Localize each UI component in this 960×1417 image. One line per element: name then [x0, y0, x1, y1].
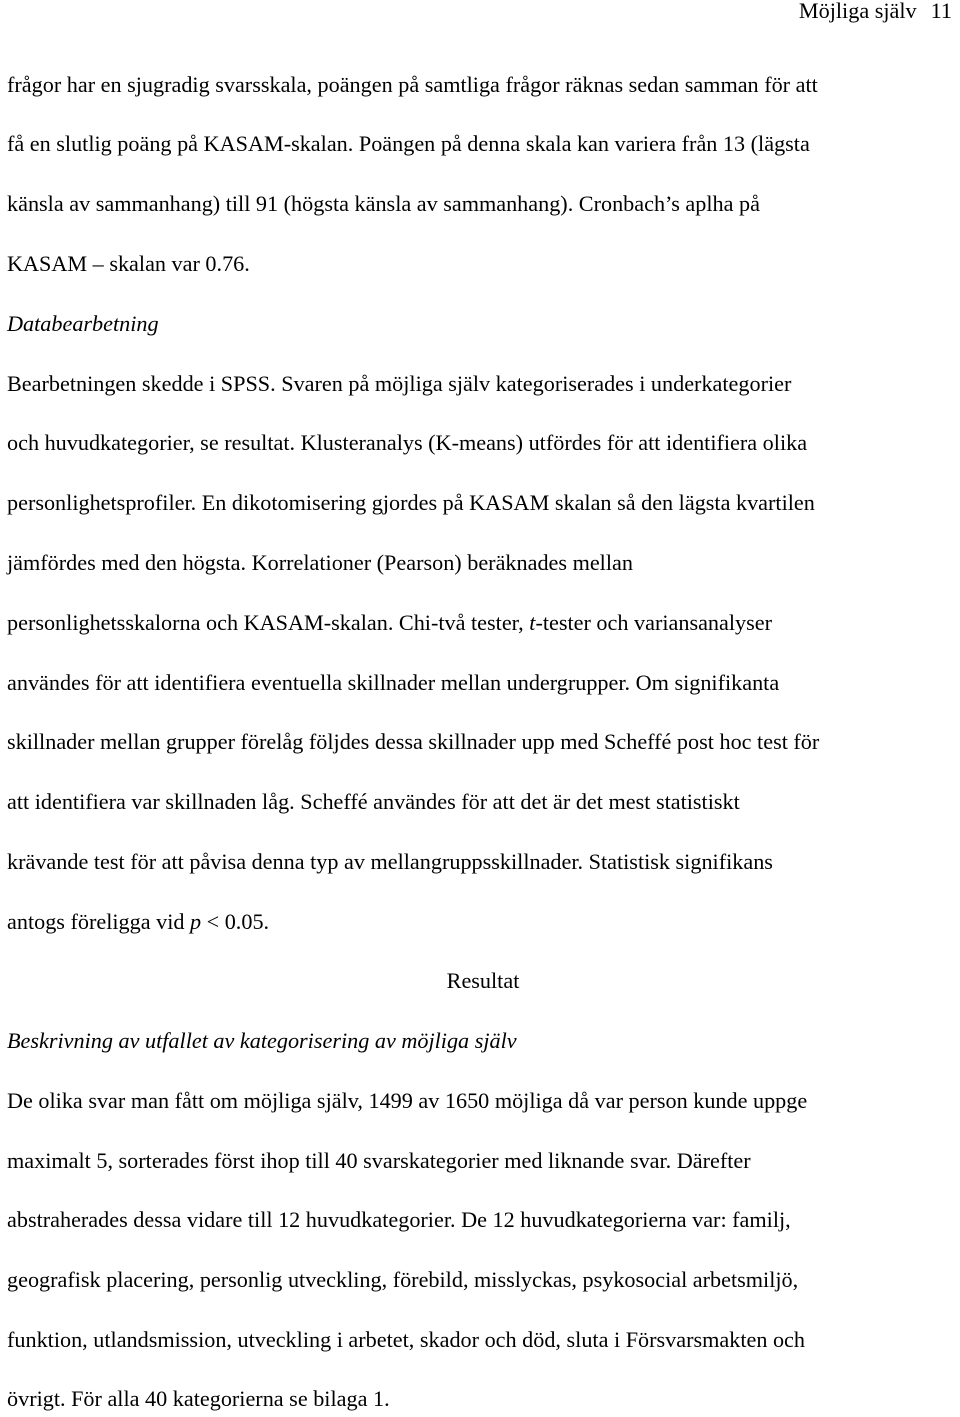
paragraph-line: KASAM – skalan var 0.76.: [7, 251, 250, 276]
paragraph-line: De olika svar man fått om möjliga själv, 1499 av 1650 möjliga då var person kunde uppge: [7, 1088, 808, 1113]
text-run: antogs föreligga vid: [7, 909, 191, 934]
paragraph-line: geografisk placering, personlig utveckling, förebild, misslyckas, psykosocial arbetsmiljö,: [7, 1267, 799, 1292]
paragraph-line: krävande test för att påvisa denna typ av mellangruppsskillnader. Statistisk signifikans: [7, 849, 773, 874]
section-heading-text: Databearbetning: [7, 311, 159, 336]
paragraph-line: maximalt 5, sorterades först ihop till 40 svarskategorier med liknande svar. Därefter: [7, 1148, 751, 1173]
results-subheading: [7, 1028, 517, 1054]
paragraph-line: få en slutlig poäng på KASAM-skalan. Poängen på denna skala kan variera från 13 (lägsta: [7, 131, 810, 156]
italic-p: p: [190, 909, 202, 934]
paragraph-line: skillnader mellan grupper förelåg följdes dessa skillnader upp med Scheffé post hoc test för: [7, 729, 820, 754]
paragraph-line: funktion, utlandsmission, utveckling i arbetet, skador och död, sluta i Försvarsmakten och: [7, 1327, 806, 1352]
running-title: Möjliga själv: [798, 0, 917, 23]
paragraph-line: jämfördes med den högsta. Korrelationer (Pearson) beräknades mellan: [7, 550, 633, 575]
section-heading-databearbetning: [7, 311, 159, 337]
text-run: < 0.05.: [201, 909, 270, 934]
text-run: personlighetsskalorna och KASAM-skalan. Chi-två tester,: [7, 610, 530, 635]
running-header: [799, 0, 952, 24]
italic-t: t: [529, 610, 536, 635]
paragraph-line: att identifiera var skillnaden låg. Scheffé användes för att det är det mest statistiskt: [7, 789, 740, 814]
text-run: -tester och variansanalyser: [535, 610, 772, 635]
paragraph-line: abstraherades dessa vidare till 12 huvudkategorier. De 12 huvudkategorierna var: familj,: [7, 1207, 791, 1232]
paragraph-line: [7, 610, 772, 636]
paragraph-line: Bearbetningen skedde i SPSS. Svaren på möjliga själv kategoriserades i underkategorier: [7, 371, 792, 396]
paragraph-line: användes för att identifiera eventuella skillnader mellan undergrupper. Om signifikanta: [7, 670, 780, 695]
paragraph-line: övrigt. För alla 40 kategorierna se bilaga 1.: [7, 1386, 390, 1411]
paragraph-line: personlighetsprofiler. En dikotomisering gjordes på KASAM skalan så den lägsta kvartilen: [7, 490, 815, 515]
results-subheading-text: Beskrivning av utfallet av kategorisering av möjliga själv: [7, 1028, 517, 1053]
paragraph-line: [7, 909, 269, 935]
paragraph-line: frågor har en sjugradig svarsskala, poängen på samtliga frågor räknas sedan samman för att: [7, 72, 818, 97]
paragraph-line: och huvudkategorier, se resultat. Klusteranalys (K-means) utfördes för att identifiera olika: [7, 430, 808, 455]
results-title: Resultat: [446, 968, 520, 993]
paragraph-line: känsla av sammanhang) till 91 (högsta känsla av sammanhang). Cronbach’s aplha på: [7, 191, 760, 216]
page-number: 11: [930, 0, 952, 23]
